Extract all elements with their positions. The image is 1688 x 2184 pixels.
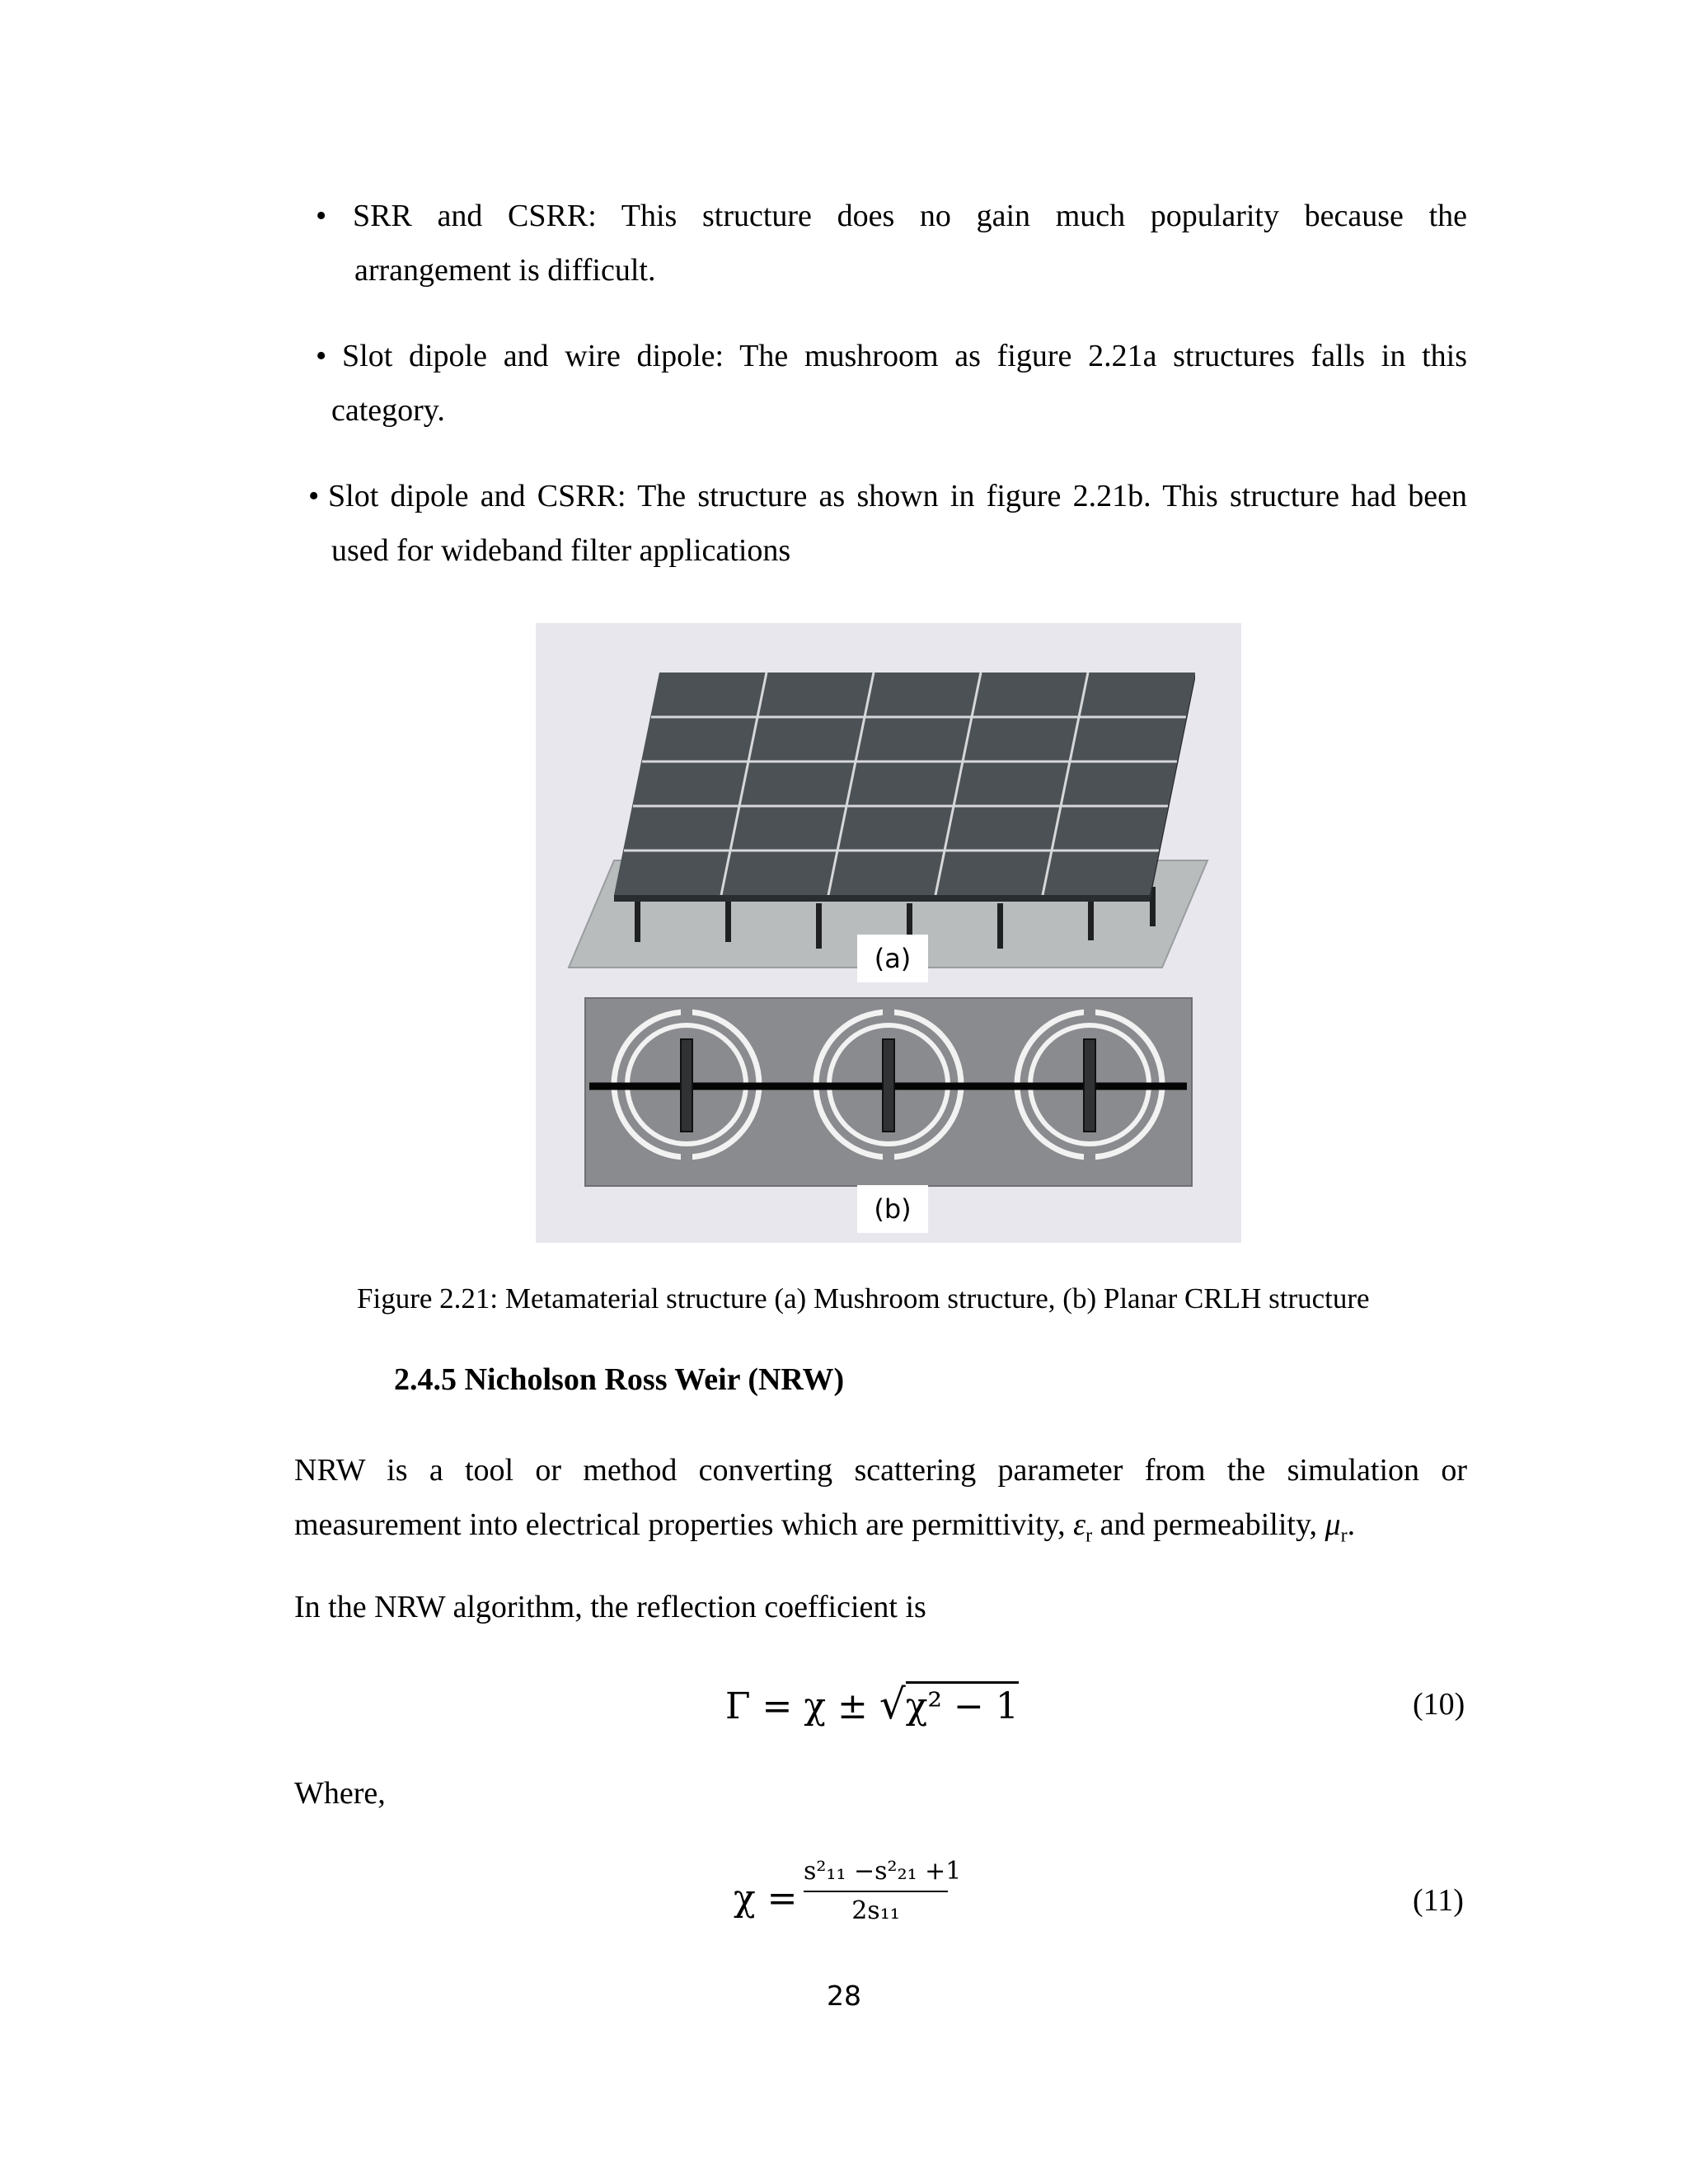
paragraph-1-line1: NRW is a tool or method converting scattering parameter from the simulation or bbox=[294, 1453, 1467, 1488]
epsilon-symbol: ε bbox=[1073, 1507, 1086, 1542]
equation-11-denominator: 2s₁₁ bbox=[851, 1896, 900, 1925]
paragraph-1-text-b: and permeability, bbox=[1092, 1507, 1325, 1542]
equation-10-radicand: χ² − 1 bbox=[906, 1681, 1019, 1727]
bullet-2-marker: • bbox=[316, 339, 327, 373]
mu-symbol: μ bbox=[1325, 1507, 1341, 1542]
bullet-1-line1: SRR and CSRR: This structure does no gain much popularity because the bbox=[353, 199, 1467, 233]
sqrt-sign: √ bbox=[879, 1680, 906, 1728]
fraction-bar bbox=[804, 1891, 948, 1892]
page-number: 28 bbox=[827, 1980, 861, 2012]
equation-11-lhs: χ = bbox=[734, 1877, 798, 1919]
bullet-1-line2: arrangement is difficult. bbox=[354, 253, 656, 288]
equation-10-number: (10) bbox=[1413, 1687, 1465, 1722]
paragraph-2: In the NRW algorithm, the reflection coefficient is bbox=[294, 1590, 926, 1624]
figure-label-a: (a) bbox=[857, 935, 928, 982]
bullet-3-line1: Slot dipole and CSRR: The structure as shown in figure 2.21b. This structure had been bbox=[328, 479, 1467, 513]
epsilon-subscript: r bbox=[1085, 1525, 1093, 1547]
bullet-3-marker: • bbox=[308, 479, 320, 513]
mu-subscript: r bbox=[1340, 1525, 1348, 1547]
bullet-1-marker: • bbox=[316, 199, 327, 233]
figure-2-21 bbox=[536, 623, 1241, 1243]
figure-label-b: (b) bbox=[857, 1185, 928, 1233]
paragraph-1-period: . bbox=[1347, 1507, 1356, 1542]
equation-10 bbox=[725, 1681, 1019, 1730]
bullet-2-line1: Slot dipole and wire dipole: The mushroom as figure 2.21a structures falls in this bbox=[342, 339, 1467, 373]
equation-10-lhs: Γ = χ ± bbox=[725, 1685, 879, 1727]
where-label: Where, bbox=[294, 1776, 386, 1811]
bullet-3-line2: used for wideband filter applications bbox=[331, 533, 791, 568]
paragraph-1-line2 bbox=[294, 1507, 1355, 1554]
section-heading: 2.4.5 Nicholson Ross Weir (NRW) bbox=[394, 1362, 845, 1397]
mushroom-structure-illustration bbox=[536, 623, 1241, 1243]
bullet-2-line2: category. bbox=[331, 393, 445, 428]
equation-11-number: (11) bbox=[1413, 1883, 1464, 1918]
equation-11-numerator: s²₁₁ −s²₂₁ +1 bbox=[804, 1857, 962, 1886]
figure-caption: Figure 2.21: Metamaterial structure (a) Mushroom structure, (b) Planar CRLH structure bbox=[357, 1282, 1370, 1315]
equation-11-fraction bbox=[804, 1854, 962, 1929]
paragraph-1-text-a: measurement into electrical properties which are permittivity, bbox=[294, 1507, 1074, 1542]
